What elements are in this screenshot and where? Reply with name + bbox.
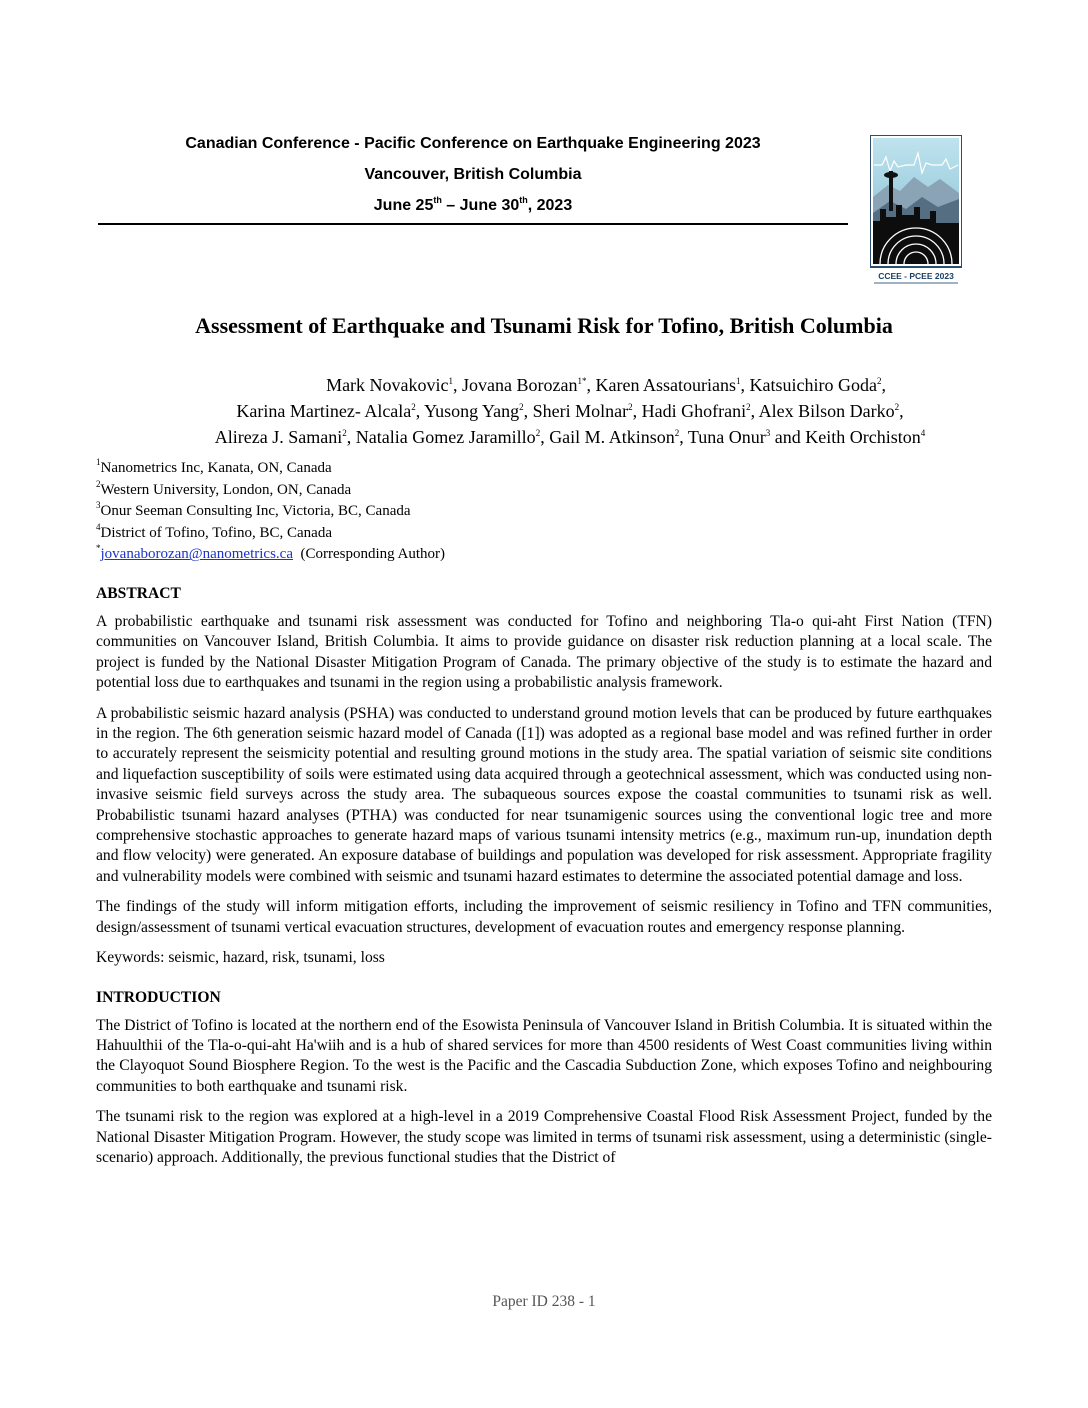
affiliation-2: $^2$Western University, London, ON, Canada bbox=[96, 478, 352, 498]
conference-dates: June 25th – June 30th, 2023 bbox=[98, 192, 848, 225]
paper-title: Assessment of Earthquake and Tsunami Risk for Tofino, British Columbia bbox=[195, 313, 893, 338]
abstract-paragraph-2: A probabilistic seismic hazard analysis (PSHA) was conducted to understand ground motion levels that can be produced by future earthquakes in the region. The 6th generation seismic hazard model of Canada ([1]) was adopted as a regional base model and was refined further in order to accurately represent the seismicity potential and resulting ground motions in the study area. The spatial variation of seismic site conditions and liquefaction susceptibility of soils were estimated using data acquired through a geotechnical assessment, which was conducted using non-invasive seismic field surveys across the study area. The subaqueous sources expose the coastal communities to tsunami risk as well. Probabilistic tsunami hazard analyses (PTHA) was conducted for near tsunamigenic sources using the conventional logic tree and more comprehensive stochastic approaches to generate hazard maps of various tsunami intensity metrics (e.g., maximum run-up, inundation depth and flow velocity) were generated. An exposure database of buildings and population was developed for risk assessment. Appropriate fragility and vulnerability models were combined with seismic and tsunami hazard estimates to determine the associated potential damage and loss. bbox=[96, 704, 992, 885]
author-line-3: Alireza J. Samani$^2$, Natalia Gomez Jaramillo$^2$, Gail M. Atkinson$^2$, Tuna Onur$^3$ and Keith Orchiston$^4$ bbox=[214, 427, 926, 447]
paper-body bbox=[96, 584, 992, 1178]
author-line-2: Karina Martinez- Alcala$^2$, Yusong Yang$^2$, Sheri Molnar$^2$, Hadi Ghofrani$^2$, Alex Bilson Darko$^2$, bbox=[236, 401, 904, 421]
corresponding-author: *jovanaborozan@nanometrics.ca (Corresponding Author) bbox=[96, 543, 446, 563]
abstract-paragraph-1: A probabilistic earthquake and tsunami risk assessment was conducted for Tofino and neighboring Tla-o qui-aht First Nation (TFN) communities on Vancouver Island, British Columbia. It aims to provide guidance on disaster risk reduction planning at a local scale. The project is funded by the National Disaster Mitigation Program of Canada. The primary objective of the study is to estimate the hazard and potential loss due to earthquakes and tsunami in the region using a probabilistic analysis framework. bbox=[96, 613, 992, 692]
introduction-paragraph-1: The District of Tofino is located at the northern end of the Esowista Peninsula of Vancouver Island in British Columbia. It is situated within the Hahuulthii of the Tla-o-qui-aht Ha'wiih and is a hub of shared services for more than 4500 residents of West Coast communities living within the Clayoquot Sound Biosphere Region. To the west is the Pacific and the Cascadia Subduction Zone, which exposes Tofino and neighbouring communities to both earthquake and tsunami risk. bbox=[96, 1016, 992, 1095]
introduction-heading: INTRODUCTION bbox=[96, 988, 221, 1006]
logo-text: CCEE - PCEE 2023 bbox=[878, 271, 954, 281]
affiliation-4: $^4$District of Tofino, Tofino, BC, Canada bbox=[96, 521, 332, 541]
conference-name: Canadian Conference - Pacific Conference on Earthquake Engineering 2023 bbox=[185, 135, 761, 152]
introduction-paragraph-2: The tsunami risk to the region was explored at a high-level in a 2019 Comprehensive Coastal Flood Risk Assessment Project, funded by the National Disaster Mitigation Program. However, the study scope was limited in terms of tsunami risk assessment, using a deterministic (single-scenario) approach. Additionally, the previous functional studies that the District of bbox=[96, 1108, 992, 1166]
author-list bbox=[90, 372, 1050, 450]
affiliation-1: $^1$Nanometrics Inc, Kanata, ON, Canada bbox=[96, 457, 332, 476]
abstract-paragraph-3: The findings of the study will inform mitigation efforts, including the improvement of seismic resiliency in Tofino and TFN communities, design/assessment of tsunami vertical evacuation structures, development of evacuation routes and emergency response planning. bbox=[96, 898, 992, 936]
page-footer: Paper ID 238 - 1 bbox=[492, 1293, 596, 1310]
email-link[interactable]: jovanaborozan@nanometrics.ca bbox=[100, 546, 293, 563]
keywords: Keywords: seismic, hazard, risk, tsunami, loss bbox=[96, 949, 385, 967]
affiliation-list bbox=[96, 458, 445, 566]
conference-location: Vancouver, British Columbia bbox=[364, 166, 582, 183]
abstract-heading: ABSTRACT bbox=[96, 585, 181, 602]
conference-logo bbox=[870, 135, 962, 287]
author-line-1: Mark Novakovic$^1$, Jovana Borozan$^{1*}$, Karen Assatourians$^1$, Katsuichiro Goda$^2$, bbox=[326, 375, 886, 395]
conference-header bbox=[98, 130, 848, 225]
affiliation-3: $^3$Onur Seeman Consulting Inc, Victoria, BC, Canada bbox=[96, 500, 411, 520]
